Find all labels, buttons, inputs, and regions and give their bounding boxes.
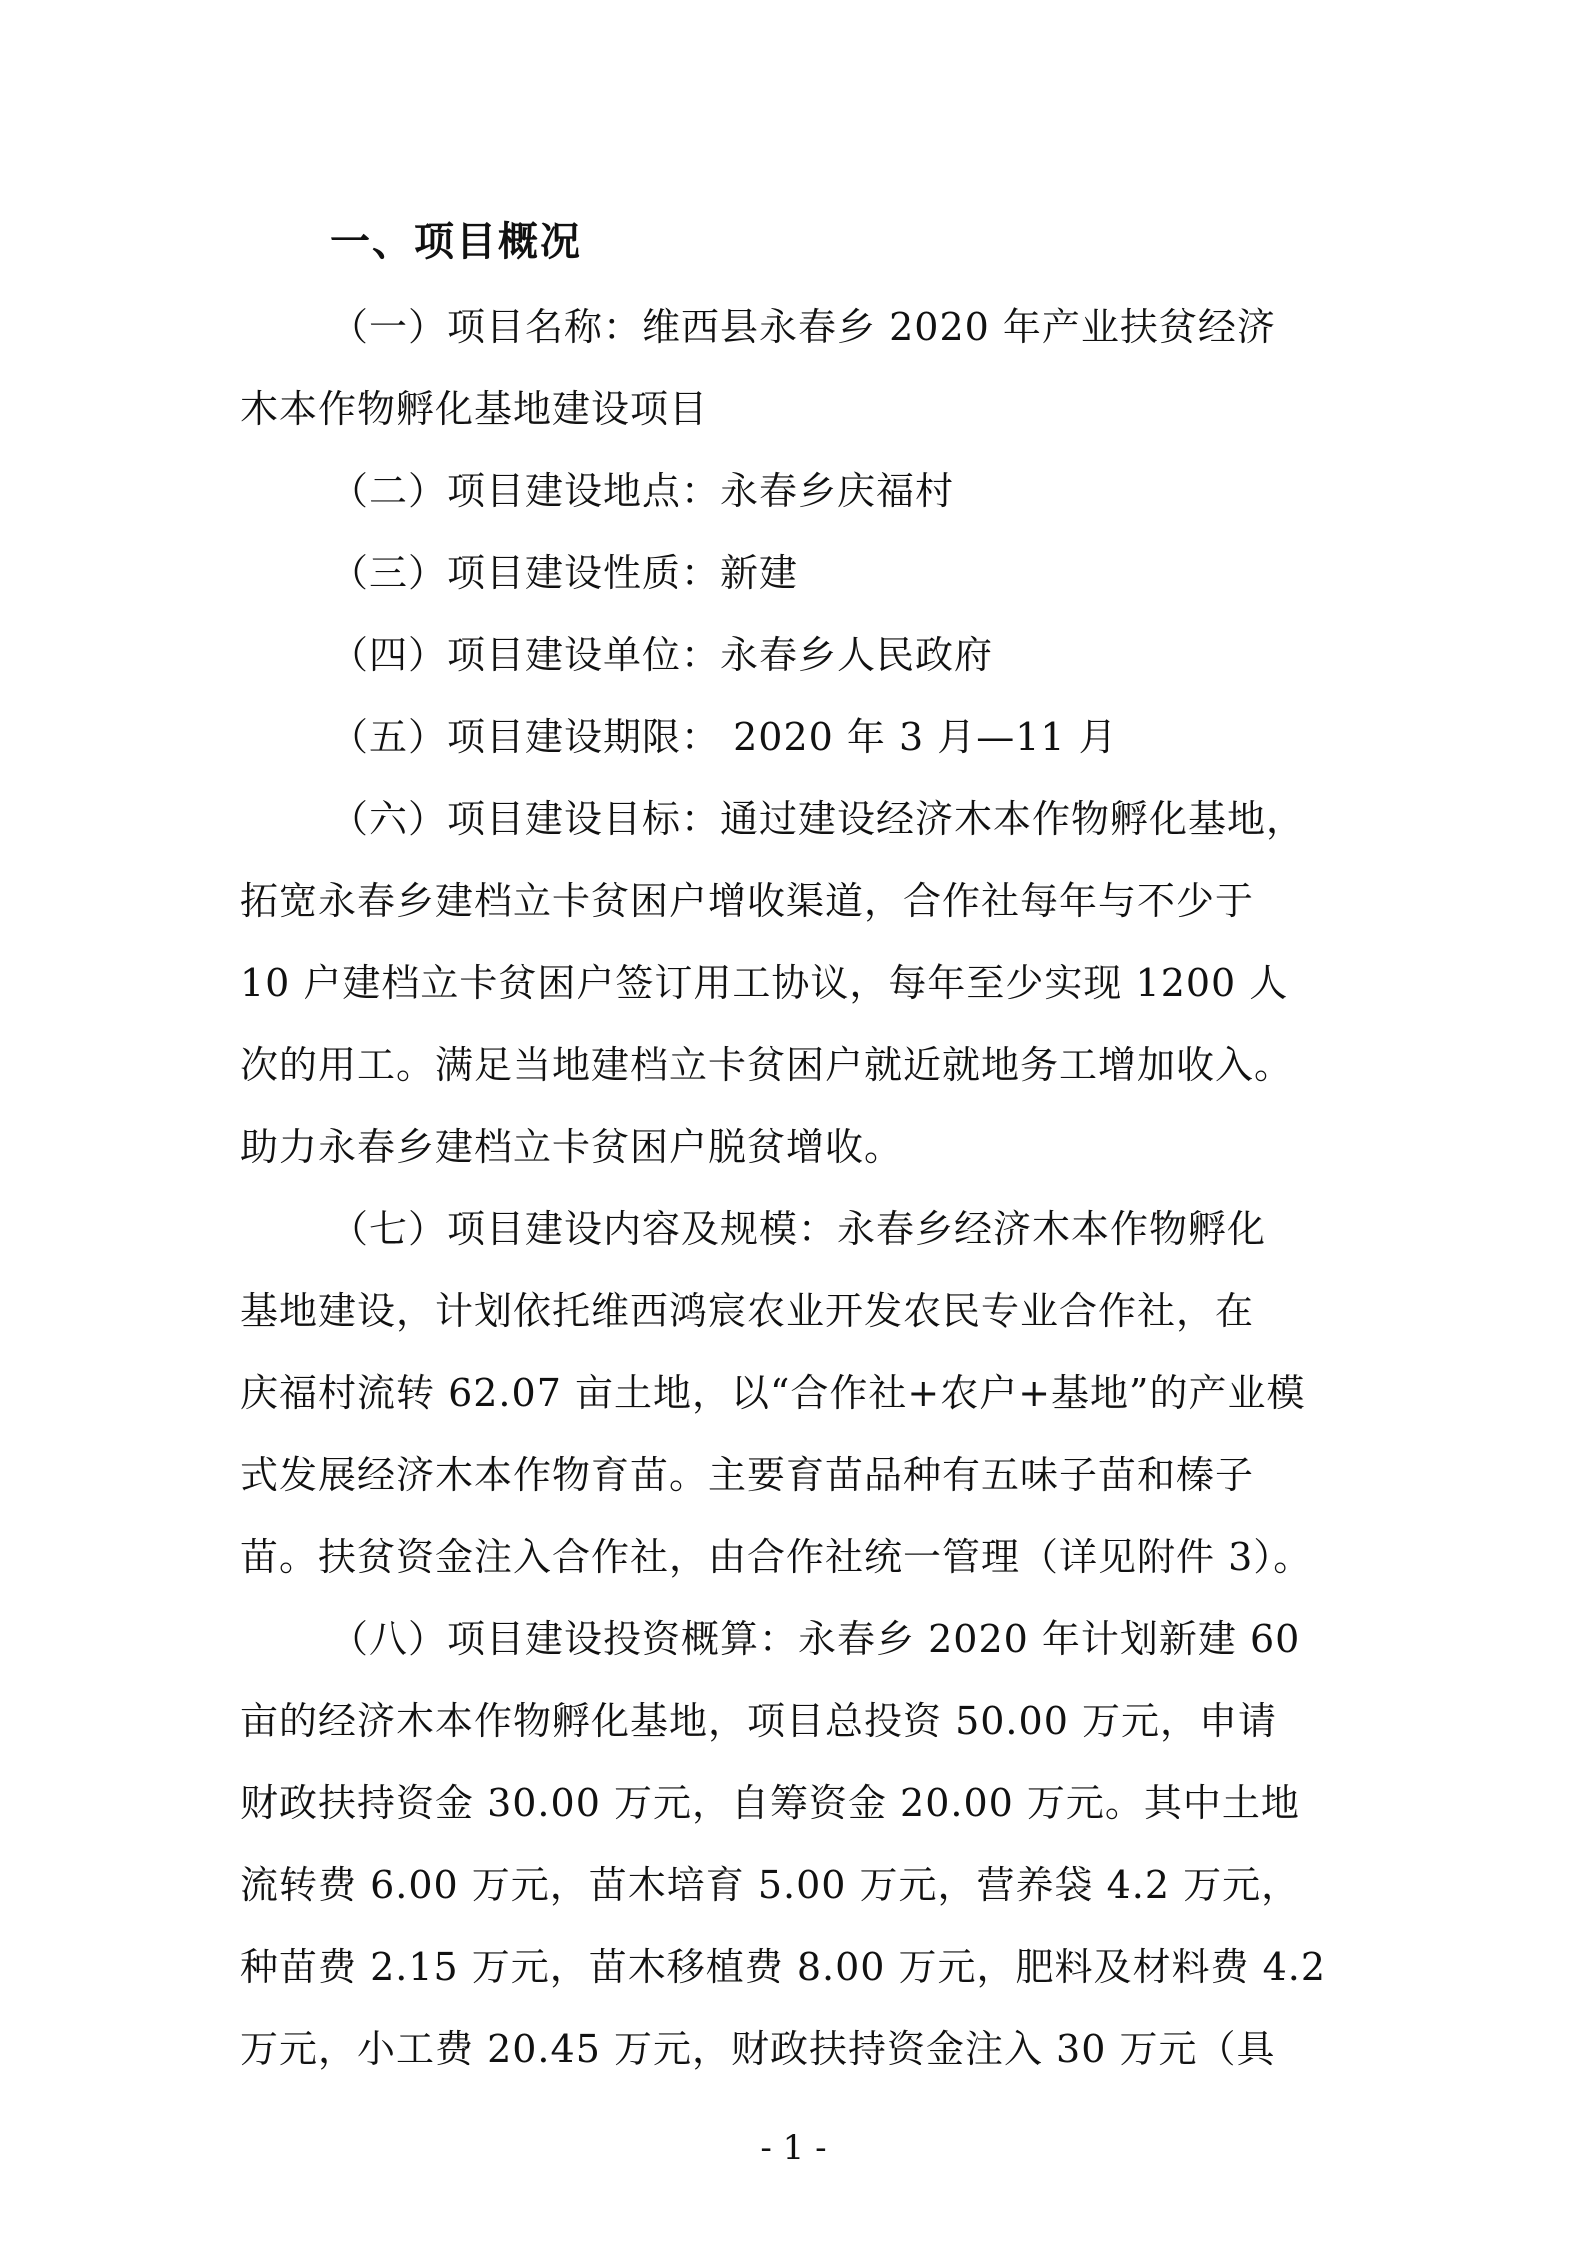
item-7-content xyxy=(330,1198,1266,1253)
item-6-text: 通过建设经济木本作物孵化基地， xyxy=(720,797,1306,841)
item-1-label: （一）项目名称： xyxy=(330,305,643,349)
item-6-line-3: 10 户建档立卡贫困户签订用工协议，每年至少实现 1200 人 xyxy=(240,961,1289,1005)
item-8-budget xyxy=(330,1608,1300,1663)
item-1-continuation: 木本作物孵化基地建设项目 xyxy=(240,387,709,431)
item-7-line-3: 庆福村流转 62.07 亩土地，以“合作社+农户+基地”的产业模 xyxy=(240,1371,1306,1415)
item-2-label: （二）项目建设地点： xyxy=(330,469,721,513)
item-8-line-3: 财政扶持资金 30.00 万元，自筹资金 20.00 万元。其中土地 xyxy=(240,1781,1300,1825)
item-7-text: 永春乡经济木本作物孵化 xyxy=(837,1207,1267,1251)
item-5-label: （五）项目建设期限： xyxy=(330,715,721,759)
item-6-label: （六）项目建设目标： xyxy=(330,797,721,841)
item-1-name xyxy=(330,296,1276,351)
item-1-text: 维西县永春乡 2020 年产业扶贫经济 xyxy=(642,305,1276,349)
item-2-location xyxy=(330,460,954,515)
item-8-line-4: 流转费 6.00 万元，苗木培育 5.00 万元，营养袋 4.2 万元， xyxy=(240,1863,1301,1907)
item-7-line-2: 基地建设，计划依托维西鸿宸农业开发农民专业合作社，在 xyxy=(240,1289,1255,1333)
item-4-label: （四）项目建设单位： xyxy=(330,633,721,677)
section-heading: 一、项目概况 xyxy=(330,219,582,265)
item-2-text: 永春乡庆福村 xyxy=(720,469,955,513)
item-6-line-2: 拓宽永春乡建档立卡贫困户增收渠道，合作社每年与不少于 xyxy=(240,879,1255,923)
item-3-label: （三）项目建设性质： xyxy=(330,551,721,595)
item-6-line-4: 次的用工。满足当地建档立卡贫困户就近就地务工增加收入。 xyxy=(240,1043,1294,1087)
item-7-line-5: 苗。扶贫资金注入合作社，由合作社统一管理（详见附件 3）。 xyxy=(240,1535,1313,1579)
item-6-line-5: 助力永春乡建档立卡贫困户脱贫增收。 xyxy=(240,1125,904,1169)
item-6-goal xyxy=(330,788,1305,843)
item-7-label: （七）项目建设内容及规模： xyxy=(330,1207,838,1251)
item-8-line-6: 万元，小工费 20.45 万元，财政扶持资金注入 30 万元（具 xyxy=(240,2027,1276,2071)
item-4-text: 永春乡人民政府 xyxy=(720,633,994,677)
item-8-line-2: 亩的经济木本作物孵化基地，项目总投资 50.00 万元，申请 xyxy=(240,1699,1277,1743)
page-number: - 1 - xyxy=(760,2128,827,2168)
item-4-unit xyxy=(330,624,993,679)
item-7-line-4: 式发展经济木本作物育苗。主要育苗品种有五味子苗和榛子 xyxy=(240,1453,1255,1497)
item-8-text: 永春乡 2020 年计划新建 60 xyxy=(798,1617,1301,1661)
item-8-label: （八）项目建设投资概算： xyxy=(330,1617,799,1661)
item-5-period xyxy=(330,706,1118,761)
item-3-text: 新建 xyxy=(720,551,799,595)
item-5-text: 2020 年 3 月—11 月 xyxy=(720,715,1118,759)
item-3-nature xyxy=(330,542,798,597)
item-8-line-5: 种苗费 2.15 万元，苗木移植费 8.00 万元，肥料及材料费 4.2 xyxy=(240,1945,1327,1989)
